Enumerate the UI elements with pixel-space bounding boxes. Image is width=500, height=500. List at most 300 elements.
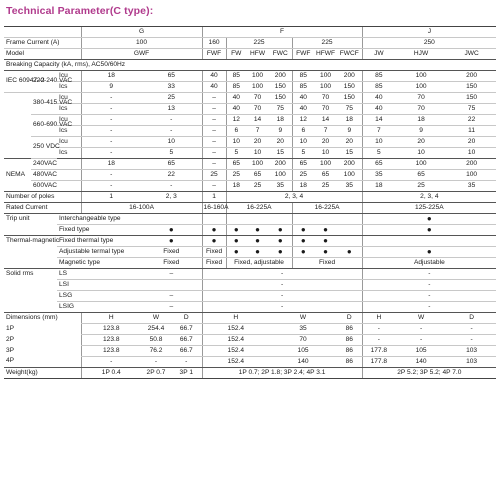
value-cell: 103 <box>447 357 496 368</box>
value-cell: 75 <box>447 104 496 115</box>
value-cell: 200 <box>337 159 362 170</box>
voltage-label: 660-690 VAC <box>31 115 57 137</box>
model-cell: FWF <box>202 49 226 60</box>
value-cell: Adjustable <box>362 258 496 269</box>
value-cell: 6 <box>292 126 314 137</box>
capacity-type: Ics <box>57 104 81 115</box>
value-cell: 50.8 <box>141 335 171 346</box>
bullet-dot: ● <box>292 225 314 236</box>
model-cell: FW <box>226 49 246 60</box>
value-cell: – <box>202 93 226 104</box>
voltage-label: 250 VDC <box>31 137 57 159</box>
dimension-heading: H <box>362 313 395 324</box>
frame-current-225-fixed: 225 <box>292 38 362 49</box>
value-cell: - <box>447 324 496 335</box>
trip-type-label: LS <box>57 269 141 280</box>
value-cell: 152.4 <box>202 346 269 357</box>
value-cell: 85 <box>362 71 395 82</box>
model-cell: FWCF <box>337 49 362 60</box>
value-cell: 65 <box>292 159 314 170</box>
value-cell: 85 <box>362 82 395 93</box>
value-cell: - <box>81 170 141 181</box>
voltage-label: 220-240 VAC <box>31 71 57 93</box>
value-cell: - <box>171 357 202 368</box>
value-cell: 100 <box>337 170 362 181</box>
value-cell: 18 <box>81 71 141 82</box>
value-cell: 85 <box>292 71 314 82</box>
value-cell: 5 <box>362 148 395 159</box>
value-cell: 35 <box>269 324 337 335</box>
value-cell: 35 <box>362 170 395 181</box>
voltage-label: 240VAC <box>31 159 81 170</box>
value-cell: - <box>81 93 141 104</box>
row-group-label: Dimensions (mm) <box>6 313 58 321</box>
value-cell: 10 <box>447 148 496 159</box>
value-cell <box>314 214 337 225</box>
row-group-spacer <box>4 247 57 258</box>
bullet-dot: ● <box>314 225 337 236</box>
value-cell: Fixed <box>141 258 202 269</box>
model-cell: JWC <box>447 49 496 60</box>
value-cell: 65 <box>141 159 202 170</box>
voltage-label: 480VAC <box>31 170 81 181</box>
value-cell: 7 <box>246 126 269 137</box>
frame-current-225: 225 <box>226 38 292 49</box>
bullet-dot: ● <box>362 247 496 258</box>
value-cell: 11 <box>447 126 496 137</box>
value-cell: 70 <box>314 93 337 104</box>
value-cell: Fixed <box>292 258 362 269</box>
bullet-dot: ● <box>202 236 226 247</box>
value-cell: – <box>202 148 226 159</box>
model-cell: FWC <box>269 49 292 60</box>
value-cell <box>202 214 226 225</box>
value-cell: 16-100A <box>81 203 202 214</box>
value-cell: 100 <box>314 159 337 170</box>
bullet-dot: ● <box>226 236 246 247</box>
value-cell <box>337 225 362 236</box>
value-cell: 2, 3 <box>141 192 202 203</box>
value-cell: - <box>362 335 395 346</box>
row-group-spacer <box>4 291 57 302</box>
frame-current-g: 100 <box>81 38 202 49</box>
value-cell: - <box>141 115 202 126</box>
value-cell: 1P 0.7; 2P 1.8; 3P 2.4; 4P 3.1 <box>202 368 362 379</box>
capacity-type: Icu <box>57 93 81 104</box>
value-cell: 2, 3, 4 <box>226 192 362 203</box>
value-cell: 86 <box>337 335 362 346</box>
trip-type-label: Magnetic type <box>57 258 141 269</box>
model-cell: JW <box>362 49 395 60</box>
value-cell: 200 <box>269 159 292 170</box>
value-cell: 18 <box>81 159 141 170</box>
bullet-dot: ● <box>141 225 202 236</box>
value-cell: 150 <box>447 93 496 104</box>
value-cell: 25 <box>226 170 246 181</box>
trip-type-label: LSIG <box>57 302 141 313</box>
value-cell: Fixed, adjustable <box>226 258 292 269</box>
value-cell: 105 <box>269 346 337 357</box>
value-cell: 20 <box>269 137 292 148</box>
value-cell: 66.7 <box>171 346 202 357</box>
value-cell: 10 <box>141 137 202 148</box>
value-cell: - <box>81 115 141 126</box>
value-cell: 40 <box>292 93 314 104</box>
bullet-dot: ● <box>269 225 292 236</box>
value-cell: – <box>202 104 226 115</box>
value-cell: 65 <box>395 170 447 181</box>
value-cell: 6 <box>226 126 246 137</box>
bullet-dot: ● <box>269 236 292 247</box>
trip-type-label: LSI <box>57 280 141 291</box>
row-group-spacer <box>4 280 57 291</box>
value-cell: 65 <box>246 170 269 181</box>
row-label: Frame Current (A) <box>4 38 81 49</box>
frame-group-j: J <box>362 27 496 38</box>
value-cell: 14 <box>362 115 395 126</box>
value-cell: 177.8 <box>362 357 395 368</box>
value-cell: 66.7 <box>171 324 202 335</box>
dimension-heading: D <box>337 313 362 324</box>
row-group-label: Solid rms <box>6 269 34 277</box>
value-cell: 76.2 <box>141 346 171 357</box>
value-cell: 35 <box>337 181 362 192</box>
value-cell: - <box>362 302 496 313</box>
standard-spacer <box>4 104 31 115</box>
row-label: Rated Current <box>4 203 81 214</box>
value-cell: 150 <box>337 93 362 104</box>
bullet-dot: ● <box>362 214 496 225</box>
value-cell: - <box>81 137 141 148</box>
row-label: Weight(kg) <box>4 368 81 379</box>
row-group-label: Trip unit <box>6 214 30 222</box>
bullet-dot: ● <box>269 247 292 258</box>
value-cell: - <box>362 324 395 335</box>
trip-type-label: LSG <box>57 291 141 302</box>
value-cell <box>141 214 202 225</box>
value-cell: 18 <box>226 181 246 192</box>
value-cell: - <box>141 357 171 368</box>
value-cell: 9 <box>81 82 141 93</box>
value-cell: 254.4 <box>141 324 171 335</box>
bullet-dot: ● <box>362 225 496 236</box>
value-cell: 86 <box>337 346 362 357</box>
value-cell: 7 <box>314 126 337 137</box>
value-cell: 40 <box>226 93 246 104</box>
value-cell: 40 <box>362 104 395 115</box>
value-cell: 200 <box>337 71 362 82</box>
value-cell: - <box>81 126 141 137</box>
value-cell: 125-225A <box>362 203 496 214</box>
voltage-label: 380-415 VAC <box>31 93 57 115</box>
value-cell: 7 <box>362 126 395 137</box>
row-group-label: Thermal-magnetic <box>6 236 60 244</box>
value-cell: 10 <box>292 137 314 148</box>
row-label: Number of poles <box>4 192 81 203</box>
standard-label: IEC 60947–2 <box>4 71 31 93</box>
model-cell: FWF <box>292 49 314 60</box>
capacity-type: Icu <box>57 71 81 82</box>
value-cell: - <box>362 280 496 291</box>
value-cell: - <box>81 148 141 159</box>
value-cell: – <box>202 159 226 170</box>
capacity-type: Ics <box>57 82 81 93</box>
bullet-dot: ● <box>226 225 246 236</box>
value-cell: – <box>202 137 226 148</box>
bullet-dot: ● <box>246 225 269 236</box>
value-cell: – <box>141 291 202 302</box>
value-cell: 100 <box>246 159 269 170</box>
value-cell: - <box>395 324 447 335</box>
pole-label: 4P <box>4 357 81 368</box>
row-label: Model <box>4 49 81 60</box>
model-cell: HJW <box>395 49 447 60</box>
value-cell: 100 <box>447 170 496 181</box>
value-cell: 85 <box>226 71 246 82</box>
value-cell: 16-225A <box>226 203 292 214</box>
value-cell: 123.8 <box>81 335 141 346</box>
trip-type-label: Adjustable termal type <box>57 247 141 258</box>
value-cell: 15 <box>269 148 292 159</box>
value-cell: 100 <box>395 82 447 93</box>
value-cell: 100 <box>314 82 337 93</box>
value-cell: – <box>202 181 226 192</box>
value-cell: 65 <box>141 71 202 82</box>
value-cell: 152.4 <box>202 335 269 346</box>
value-cell <box>141 280 202 291</box>
value-cell: 152.4 <box>202 357 269 368</box>
model-cell: HFWF <box>314 49 337 60</box>
standard-spacer <box>4 93 31 104</box>
standard-spacer <box>4 137 31 148</box>
value-cell: 25 <box>292 170 314 181</box>
value-cell: 14 <box>246 115 269 126</box>
bullet-dot: ● <box>141 236 202 247</box>
value-cell: 85 <box>226 82 246 93</box>
value-cell: 9 <box>395 126 447 137</box>
value-cell: 70 <box>269 335 337 346</box>
value-cell: 105 <box>395 346 447 357</box>
value-cell: 177.8 <box>362 346 395 357</box>
value-cell: 12 <box>292 115 314 126</box>
value-cell: 200 <box>447 71 496 82</box>
value-cell: 10 <box>246 148 269 159</box>
row-group-spacer <box>4 225 57 236</box>
bullet-dot: ● <box>314 247 337 258</box>
value-cell: 16-225A <box>292 203 362 214</box>
value-cell: 1P 0.4 <box>81 368 141 379</box>
value-cell: 20 <box>314 137 337 148</box>
breaking-capacity-heading: Breaking Capacity (kA, rms), AC50/60Hz <box>4 60 496 71</box>
value-cell: 10 <box>314 148 337 159</box>
value-cell: 2P 5.2; 3P 5.2; 4P 7.0 <box>362 368 496 379</box>
value-cell: 10 <box>226 137 246 148</box>
value-cell: - <box>81 357 141 368</box>
value-cell: 1 <box>202 192 226 203</box>
value-cell: 150 <box>269 93 292 104</box>
value-cell: 150 <box>447 82 496 93</box>
capacity-type: Ics <box>57 148 81 159</box>
value-cell: - <box>202 291 362 302</box>
value-cell: 66.7 <box>171 335 202 346</box>
value-cell: – <box>141 302 202 313</box>
value-cell: 20 <box>337 137 362 148</box>
value-cell <box>269 214 292 225</box>
value-cell: 16-160A <box>202 203 226 214</box>
value-cell: - <box>141 181 202 192</box>
value-cell: 35 <box>269 181 292 192</box>
value-cell: 18 <box>395 115 447 126</box>
value-cell: 20 <box>246 137 269 148</box>
value-cell: 20 <box>447 137 496 148</box>
dimension-heading: W <box>395 313 447 324</box>
value-cell: 100 <box>269 170 292 181</box>
value-cell: - <box>202 269 362 280</box>
value-cell: 25 <box>395 181 447 192</box>
value-cell: - <box>447 335 496 346</box>
value-cell: 25 <box>246 181 269 192</box>
dimension-heading: H <box>81 313 141 324</box>
bullet-dot: ● <box>337 247 362 258</box>
value-cell: – <box>202 115 226 126</box>
value-cell: 140 <box>395 357 447 368</box>
bullet-dot: ● <box>292 247 314 258</box>
dimension-heading: D <box>447 313 496 324</box>
value-cell: - <box>362 291 496 302</box>
value-cell: 10 <box>395 148 447 159</box>
value-cell: - <box>362 269 496 280</box>
value-cell: 65 <box>314 170 337 181</box>
value-cell: 152.4 <box>202 324 269 335</box>
value-cell: 100 <box>314 71 337 82</box>
value-cell: 40 <box>362 93 395 104</box>
capacity-type: Ics <box>57 126 81 137</box>
dimension-heading: D <box>171 313 202 324</box>
value-cell: 5 <box>226 148 246 159</box>
frame-group-g: G <box>81 27 202 38</box>
row-group-spacer <box>4 258 57 269</box>
value-cell: 5 <box>141 148 202 159</box>
model-cell: GWF <box>81 49 202 60</box>
pole-label: 1P <box>6 324 15 332</box>
value-cell: 15 <box>337 148 362 159</box>
value-cell: 65 <box>362 159 395 170</box>
dimension-heading: H <box>202 313 269 324</box>
value-cell: 1 <box>81 192 141 203</box>
pole-label: 3P <box>6 346 15 354</box>
dimension-heading: W <box>141 313 171 324</box>
trip-type-label: Interchangeable type <box>57 214 141 225</box>
value-cell: 9 <box>337 126 362 137</box>
value-cell: 70 <box>246 93 269 104</box>
value-cell: 70 <box>314 104 337 115</box>
value-cell: 25 <box>141 93 202 104</box>
value-cell: 65 <box>226 159 246 170</box>
value-cell: 9 <box>269 126 292 137</box>
value-cell: 20 <box>395 137 447 148</box>
value-cell: 103 <box>447 346 496 357</box>
frame-current-j: 250 <box>362 38 496 49</box>
value-cell: 40 <box>202 82 226 93</box>
value-cell <box>246 214 269 225</box>
capacity-type: Icu <box>57 137 81 148</box>
standard-spacer <box>4 148 31 159</box>
value-cell: 33 <box>141 82 202 93</box>
value-cell: 12 <box>226 115 246 126</box>
value-cell: - <box>202 302 362 313</box>
standard-spacer <box>4 126 31 137</box>
value-cell: 100 <box>246 71 269 82</box>
value-cell: 18 <box>362 181 395 192</box>
bullet-dot: ● <box>246 247 269 258</box>
value-cell <box>362 236 496 247</box>
value-cell: 123.8 <box>81 324 141 335</box>
value-cell <box>226 214 246 225</box>
row-label <box>4 27 81 38</box>
value-cell: 150 <box>337 82 362 93</box>
value-cell <box>292 214 314 225</box>
value-cell: – <box>141 269 202 280</box>
trip-type-label: Fixed thermal type <box>57 236 141 247</box>
value-cell: Fixed <box>202 247 226 258</box>
bullet-dot: ● <box>226 247 246 258</box>
value-cell: 70 <box>395 93 447 104</box>
standard-spacer <box>4 115 31 126</box>
value-cell: 40 <box>226 104 246 115</box>
model-cell: HFW <box>246 49 269 60</box>
value-cell: 25 <box>314 181 337 192</box>
value-cell: 85 <box>292 82 314 93</box>
value-cell: 18 <box>337 115 362 126</box>
value-cell: 75 <box>269 104 292 115</box>
value-cell: - <box>395 335 447 346</box>
value-cell: 40 <box>292 104 314 115</box>
bullet-dot: ● <box>314 236 337 247</box>
value-cell: 86 <box>337 357 362 368</box>
row-group-spacer <box>4 302 57 313</box>
bullet-dot: ● <box>292 236 314 247</box>
standard-label: NEMA <box>4 159 31 192</box>
value-cell: 22 <box>447 115 496 126</box>
pole-label: 2P <box>6 335 15 343</box>
value-cell: 86 <box>337 324 362 335</box>
frame-current-160: 160 <box>202 38 226 49</box>
value-cell: 14 <box>314 115 337 126</box>
value-cell: 100 <box>246 82 269 93</box>
voltage-label: 600VAC <box>31 181 81 192</box>
value-cell: 18 <box>292 181 314 192</box>
value-cell: 75 <box>337 104 362 115</box>
value-cell: 123.8 <box>81 346 141 357</box>
value-cell: 150 <box>269 82 292 93</box>
value-cell: 200 <box>447 159 496 170</box>
value-cell: Fixed <box>141 247 202 258</box>
value-cell: Fixed <box>202 258 226 269</box>
page-title: Technical Parameter(C type): <box>6 5 154 17</box>
bullet-dot: ● <box>246 236 269 247</box>
value-cell: 100 <box>395 71 447 82</box>
value-cell: 25 <box>202 170 226 181</box>
value-cell <box>337 214 362 225</box>
capacity-type: Icu <box>57 115 81 126</box>
value-cell <box>337 236 362 247</box>
value-cell: - <box>81 181 141 192</box>
value-cell: 2, 3, 4 <box>362 192 496 203</box>
value-cell: 200 <box>269 71 292 82</box>
value-cell: 13 <box>141 104 202 115</box>
value-cell: 140 <box>269 357 337 368</box>
trip-type-label: Fixed type <box>57 225 141 236</box>
